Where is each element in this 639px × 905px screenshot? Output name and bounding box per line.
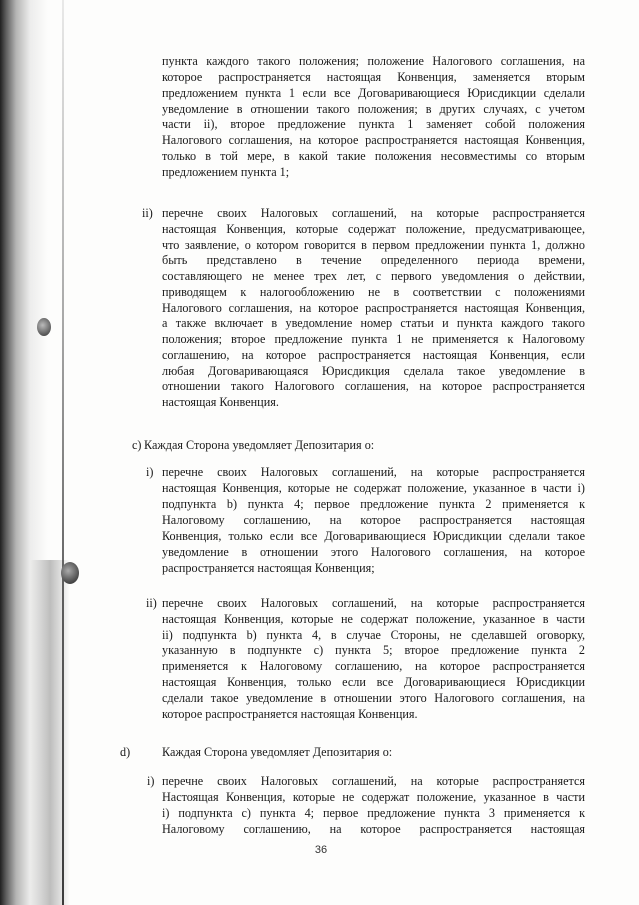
text-line: Налогового соглашения, на которое распространяется настоящая Конвенция, xyxy=(162,133,585,148)
text-line: перечне своих Налоговых соглашений, на которые распространяется xyxy=(162,774,585,788)
text-line: подпункта b) пункта 4; первое предложение пункта 2 применяется к xyxy=(162,496,585,511)
text-line: Конвенция, только если все Договаривающиеся Юрисдикции сделали такое xyxy=(162,528,585,543)
text-line: перечне своих Налоговых соглашений, на которые распространяется xyxy=(162,596,585,610)
text-line: составляющего не менее трех лет, с первого уведомления о действии, xyxy=(162,269,585,283)
text-line: а также включает в уведомление номер статьи и пункта каждого такого xyxy=(162,316,585,331)
text-line: предложением пункта 1; xyxy=(162,164,290,179)
text-line: уведомление в отношении такого положения; в других случаях, с учетом xyxy=(162,101,585,116)
text-line: указанную в подпункте c) пункта 5; второе предложение пункта 2 xyxy=(162,643,585,658)
text-line: пункта каждого такого положения; положение Налогового соглашения, на xyxy=(162,54,585,68)
text-line: настоящая Конвенция, которые содержат положение, предусматривающее, xyxy=(162,221,585,236)
binding-line xyxy=(62,0,64,905)
text-line: Каждая Сторона уведомляет Депозитария о: xyxy=(162,745,393,759)
text-line: перечне своих Налоговых соглашений, на которые распространяется xyxy=(162,206,585,220)
text-line: ii) подпункта b) пункта 4, в случае Стороны, не сделавшей оговорку, xyxy=(162,627,585,642)
text-line: Налоговому соглашению, на которое распространяется настоящая xyxy=(162,822,585,836)
text-line: соглашению, на которое распространяется настоящая Конвенция, если xyxy=(162,347,585,362)
text-line: части ii), второе предложение пункта 1 заменяет собой положения xyxy=(162,117,585,132)
text-line: применяется к Налоговому соглашению, на которое распространяется xyxy=(162,659,585,674)
binding-rivet-bottom xyxy=(61,562,79,584)
text-line: настоящая Конвенция, которые не содержат положение, указанное в части xyxy=(162,611,585,626)
binding-rivet-top xyxy=(37,318,51,336)
text-line: уведомление в отношении этого Налогового соглашения, на которое xyxy=(162,544,585,559)
text-line: приводящем к налогообложению не в соответствии с положениями xyxy=(162,284,585,299)
text-line: отношении такого Налогового соглашения, на которое распространяется xyxy=(162,379,585,394)
list-marker: i) xyxy=(147,774,155,788)
text-line: только в той мере, в какой такие положения несовместимы со вторым xyxy=(162,149,585,164)
text-line: настоящая Конвенция, только если все Договаривающиеся Юрисдикции xyxy=(162,675,585,689)
list-marker: d) xyxy=(120,745,131,759)
text-line: перечне своих Налоговых соглашений, на которые распространяется xyxy=(162,465,585,479)
text-line: быть представлено в течение определенного периода времени, xyxy=(162,253,585,268)
text-line: которое распространяется настоящая Конвенция. xyxy=(162,706,418,721)
text-line: которое распространяется настоящая Конвенция, заменяется вторым xyxy=(162,69,585,84)
text-line: i) подпункта c) пункта 4; первое предложение пункта 3 применяется к xyxy=(162,806,585,820)
list-marker: c) xyxy=(132,438,142,452)
text-line: Налоговому соглашению, на которое распространяется настоящая xyxy=(162,512,585,527)
list-marker: ii) xyxy=(146,596,157,610)
text-line: любая Договаривающаяся Юрисдикция сделала такое уведомление в xyxy=(162,363,585,378)
text-line: Налогового соглашения, на которое распространяется настоящая Конвенция, xyxy=(162,300,585,315)
text-line: предложением пункта 1 если все Договаривающиеся Юрисдикции сделали xyxy=(162,85,585,100)
text-line: сделали такое уведомление в отношении этого Налогового соглашения, на xyxy=(162,690,585,705)
text-line: Настоящая Конвенция, которые не содержат положение, указанное в части xyxy=(162,790,585,804)
binding-wedge xyxy=(30,560,70,905)
text-line: что заявление, о котором говорится в первом предложении пункта 1, должно xyxy=(162,237,585,252)
text-line: положения; второе предложение пункта 1 не применяется к Налоговому xyxy=(162,332,585,346)
text-line: настоящая Конвенция, которые не содержат положение, указанное в части i) xyxy=(162,480,585,495)
page-number: 36 xyxy=(314,844,328,856)
text-line: Каждая Сторона уведомляет Депозитария о: xyxy=(144,438,375,452)
text-line: распространяется настоящая Конвенция; xyxy=(162,560,375,575)
list-marker: i) xyxy=(146,465,154,479)
list-marker: ii) xyxy=(142,206,153,220)
text-line: настоящая Конвенция. xyxy=(162,395,279,409)
